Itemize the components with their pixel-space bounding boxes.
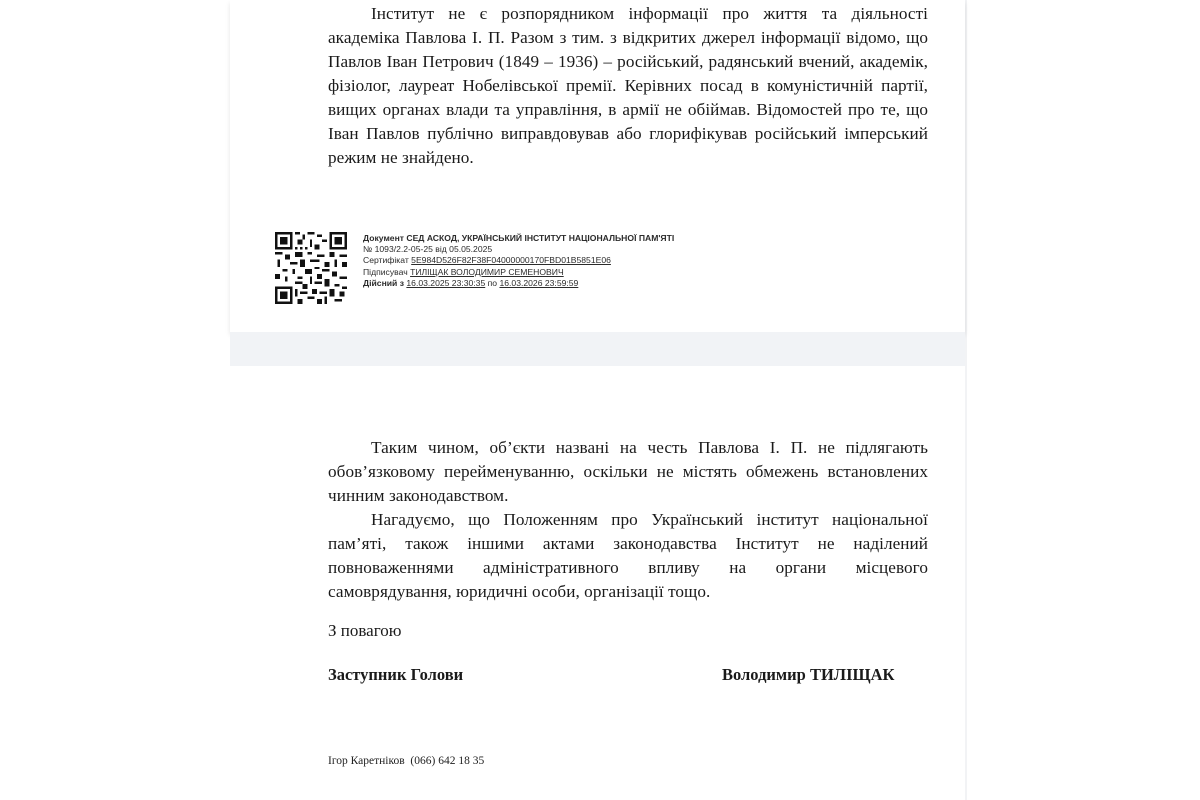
qr-code-icon (275, 232, 347, 304)
paragraph-line: пам’яті, також іншими актами законодавства Інститут не наділений (328, 534, 928, 553)
signature-name: Володимир ТИЛІЩАК (722, 665, 895, 684)
stamp-number-line: № 1093/2.2-05-25 від 05.05.2025 (363, 244, 493, 255)
intro-paragraph (328, 2, 928, 170)
stamp-document-line: Документ СЕД АСКОД, УКРАЇНСЬКИЙ ІНСТИТУТ НАЦІОНАЛЬНОЇ ПАМ'ЯТІ (363, 233, 675, 243)
page-edge (965, 0, 967, 800)
closing-greeting: З повагою (328, 621, 402, 640)
paragraph-line: вищих органах влади та управління, в армії не обіймав. Відомостей про те, що (328, 100, 928, 119)
footer-contact: Ігор Каретніков (066) 642 18 35 (328, 755, 485, 767)
stamp-signer-line: Підписувач ТИЛІЩАК ВОЛОДИМИР СЕМЕНОВИЧ (363, 266, 564, 277)
document-page-bottom (230, 366, 965, 800)
page-separator (230, 332, 965, 366)
signature-position: Заступник Голови (328, 665, 464, 684)
paragraph-line: обов’язковому перейменуванню, оскільки не містять обмежень встановлених (328, 462, 928, 481)
paragraph-line: Іван Павлов публічно виправдовував або глорифікував російський імперський (328, 124, 928, 143)
conclusion-paragraph (328, 436, 928, 508)
document-page-top (230, 0, 965, 332)
paragraph-line: режим не знайдено. (328, 148, 474, 167)
paragraph-line: Інститут не є розпорядником інформації про життя та діяльності (371, 4, 928, 23)
reminder-paragraph (328, 508, 928, 604)
paragraph-line: Нагадуємо, що Положенням про Український інститут національної (371, 510, 928, 529)
paragraph-line: Таким чином, об’єкти названі на честь Павлова І. П. не підлягають (371, 438, 928, 457)
stamp-certificate-line: Сертифікат 5E984D526F82F38F04000000170FBD01B5851E06 (363, 255, 611, 266)
digital-signature-stamp (275, 232, 735, 304)
stamp-text (363, 233, 674, 289)
paragraph-line: повноваженнями адміністративного впливу на органи місцевого (328, 558, 928, 577)
paragraph-line: академіка Павлова І. П. Разом з тим. з відкритих джерел інформації відомо, що (328, 28, 928, 47)
paragraph-line: фізіолог, лауреат Нобелівської премії. Керівних посад в комуністичній партії, (328, 76, 928, 95)
paragraph-line: самоврядування, юридичні особи, організації тощо. (328, 582, 711, 601)
stamp-validity-line: Дійсний з 16.03.2025 23:30:35 по 16.03.2026 23:59:59 (363, 277, 579, 288)
paragraph-line: чинним законодавством. (328, 486, 509, 505)
paragraph-line: Павлов Іван Петрович (1849 – 1936) – російський, радянський вчений, академік, (328, 52, 928, 71)
